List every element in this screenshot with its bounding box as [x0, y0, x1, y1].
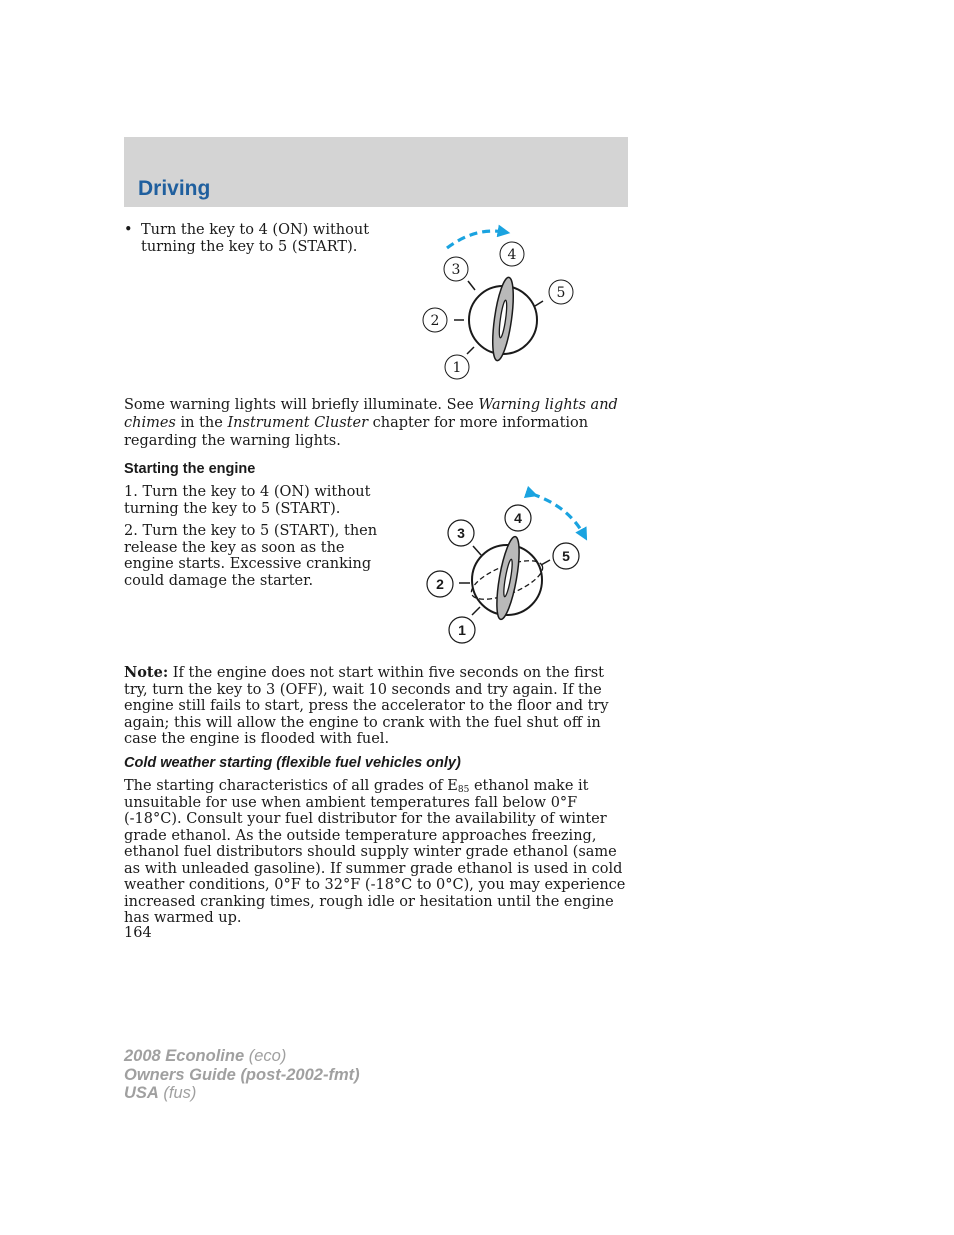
position-label-text: 5	[562, 548, 570, 564]
position-label	[448, 520, 474, 546]
tick-mark	[541, 560, 550, 565]
position-label	[423, 308, 447, 332]
starting-steps	[124, 484, 384, 595]
ignition-diagram-start	[400, 482, 600, 652]
position-label-text: 3	[457, 525, 465, 541]
footer-line	[124, 1047, 360, 1066]
bullet-list	[124, 222, 384, 255]
subscript: 85	[457, 785, 470, 795]
starting-heading: Starting the engine	[124, 461, 256, 477]
position-label-text: 3	[451, 262, 461, 278]
position-label	[444, 257, 468, 281]
position-label	[427, 571, 453, 597]
header-band	[124, 137, 628, 207]
document-footer	[124, 1047, 360, 1103]
text-run: chapter for more information regarding the warning lights.	[124, 415, 589, 449]
note-paragraph	[124, 665, 630, 748]
ignition-diagram-on	[400, 215, 600, 390]
position-label-text: 5	[556, 285, 566, 301]
text-run: ethanol make it unsuitable for use when ambient temperatures fall below 0°F (-18°C). Consult your fuel distributor for the availability of winter grade ethanol. As the outside temperature approaches freezing, ethanol fuel distributors should supply winter grade ethanol (same as with unleaded gasoline). If summer grade ethanol is used in cold weather conditions, 0°F to 32°F (-18°C to 0°C), you may experience increased cranking times, rough idle or hesitation until the engine has warmed up.	[124, 778, 626, 926]
tick-mark	[467, 347, 474, 354]
footer-line	[124, 1066, 360, 1085]
position-label	[505, 505, 531, 531]
note-label: Note:	[124, 664, 169, 681]
reference-link-text: Warning lights and chimes	[124, 397, 618, 431]
step-1: 1. Turn the key to 4 (ON) without turning the key to 5 (START).	[124, 484, 371, 517]
bullet-icon: •	[124, 222, 133, 238]
position-label-text: 4	[514, 510, 522, 526]
rotation-arrow	[532, 494, 584, 535]
text-run: The starting characteristics of all grades of E	[124, 778, 458, 794]
tick-mark	[472, 607, 480, 615]
position-label	[445, 355, 469, 379]
position-label	[549, 280, 573, 304]
warning-lights-paragraph	[124, 396, 624, 450]
position-label-text: 1	[452, 360, 462, 376]
footer-market: USA	[124, 1084, 159, 1102]
cold-weather-paragraph	[124, 778, 630, 927]
rotation-arrow	[447, 231, 504, 248]
footer-code: (eco)	[244, 1047, 287, 1065]
cold-weather-heading: Cold weather starting (flexible fuel vehicles only)	[124, 755, 461, 771]
footer-guide: Owners Guide (post-2002-fmt)	[124, 1065, 360, 1084]
footer-code: (fus)	[158, 1084, 197, 1102]
bullet-text: Turn the key to 4 (ON) without turning the key to 5 (START).	[141, 222, 370, 255]
list-item	[124, 222, 384, 255]
tick-mark	[473, 546, 481, 555]
page-number: 164	[124, 925, 152, 941]
text-run: in the	[175, 415, 228, 431]
tick-mark	[535, 301, 543, 306]
position-label	[553, 543, 579, 569]
section-title: Driving	[138, 177, 211, 200]
text-run: Some warning lights will briefly illuminate. See	[124, 397, 479, 413]
footer-model: 2008 Econoline	[124, 1047, 245, 1065]
footer-line	[124, 1084, 360, 1103]
step-2: 2. Turn the key to 5 (START), then release the key as soon as the engine starts. Excessive cranking could damage the starter.	[124, 523, 378, 589]
reference-link-text: Instrument Cluster	[227, 415, 368, 431]
position-label-text: 1	[458, 622, 466, 638]
note-text: If the engine does not start within five seconds on the first try, turn the key to 3 (OFF), wait 10 seconds and try again. If the engine still fails to start, press the accelerator to the floor and try again; this will allow the engine to crank with the fuel shut off in case the engine is flooded with fuel.	[124, 665, 609, 747]
tick-mark	[468, 281, 475, 290]
position-label	[449, 617, 475, 643]
position-label-text: 4	[507, 247, 517, 263]
position-label-text: 2	[436, 576, 444, 592]
position-label	[500, 242, 524, 266]
position-label-text: 2	[430, 313, 440, 329]
